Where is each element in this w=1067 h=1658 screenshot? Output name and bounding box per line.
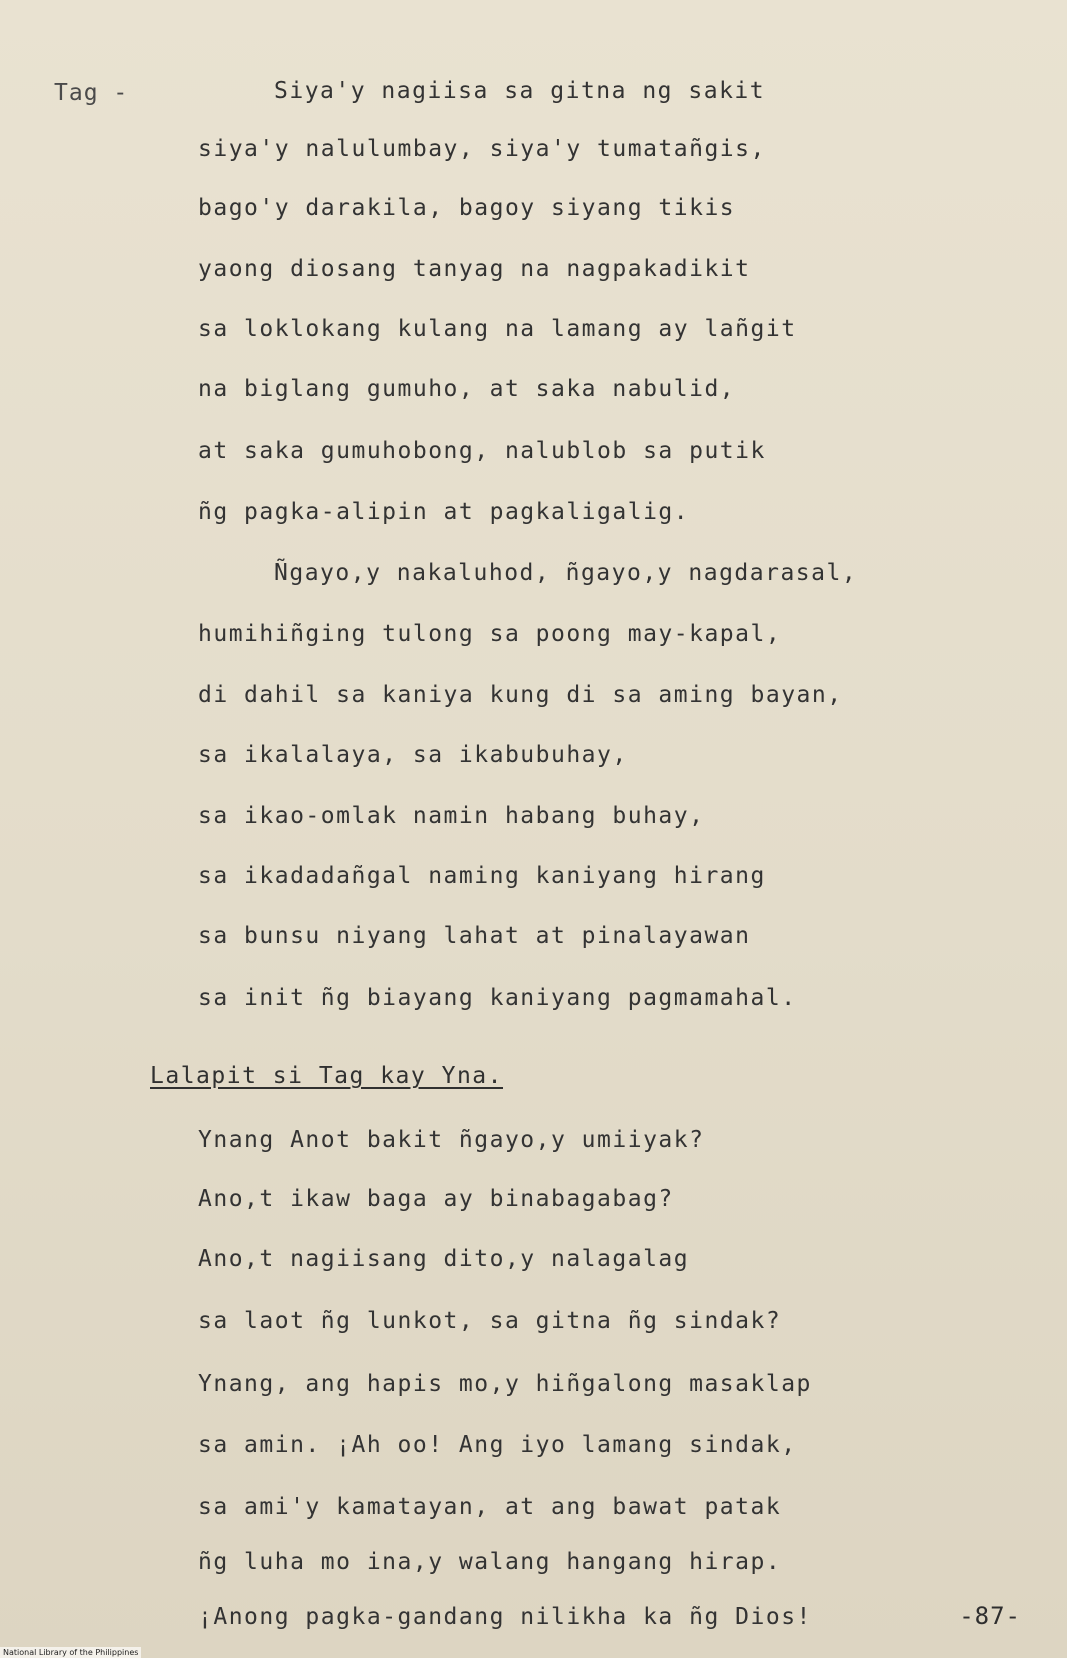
poem-line: sa bunsu niyang lahat at pinalayawan	[198, 923, 751, 949]
speaker-label: Tag -	[54, 80, 129, 106]
poem-line: sa loklokang kulang na lamang ay lañgit	[198, 316, 797, 342]
poem-line: Siya'y nagiisa sa gitna ng sakit	[274, 78, 766, 104]
poem-line: at saka gumuhobong, nalublob sa putik	[198, 438, 766, 464]
poem-line: ñg pagka-alipin at pagkaligalig.	[198, 499, 690, 525]
poem-line: Ano,t ikaw baga ay binabagabag?	[198, 1186, 674, 1212]
poem-line: di dahil sa kaniya kung di sa aming bayan,	[198, 682, 843, 708]
poem-line: Ñgayo,y nakaluhod, ñgayo,y nagdarasal,	[274, 560, 858, 586]
poem-line: na biglang gumuho, at saka nabulid,	[198, 376, 736, 402]
poem-line: sa ami'y kamatayan, at ang bawat patak	[198, 1494, 782, 1520]
poem-line: sa amin. ¡Ah oo! Ang iyo lamang sindak,	[198, 1432, 797, 1458]
poem-line: sa ikao-omlak namin habang buhay,	[198, 803, 705, 829]
poem-line: sa laot ñg lunkot, sa gitna ñg sindak?	[198, 1308, 782, 1334]
footer-credit: National Library of the Philippines	[0, 1647, 141, 1658]
poem-line: sa init ñg biayang kaniyang pagmamahal.	[198, 985, 797, 1011]
poem-line: Ano,t nagiisang dito,y nalagalag	[198, 1246, 690, 1272]
poem-line: sa ikadadañgal naming kaniyang hirang	[198, 863, 766, 889]
page-number: -87-	[959, 1602, 1021, 1630]
poem-line: ¡Anong pagka-gandang nilikha ka ñg Dios!	[198, 1604, 812, 1630]
stage-direction: Lalapit si Tag kay Yna.	[150, 1063, 503, 1089]
poem-line: ñg luha mo ina,y walang hangang hirap.	[198, 1549, 782, 1575]
poem-line: humihiñging tulong sa poong may-kapal,	[198, 621, 782, 647]
poem-line: yaong diosang tanyag na nagpakadikit	[198, 256, 751, 282]
poem-line: sa ikalalaya, sa ikabubuhay,	[198, 742, 628, 768]
poem-line: Ynang Anot bakit ñgayo,y umiiyak?	[198, 1127, 705, 1153]
poem-line: bago'y darakila, bagoy siyang tikis	[198, 195, 736, 221]
poem-line: siya'y nalulumbay, siya'y tumatañgis,	[198, 136, 766, 162]
poem-line: Ynang, ang hapis mo,y hiñgalong masaklap	[198, 1371, 812, 1397]
